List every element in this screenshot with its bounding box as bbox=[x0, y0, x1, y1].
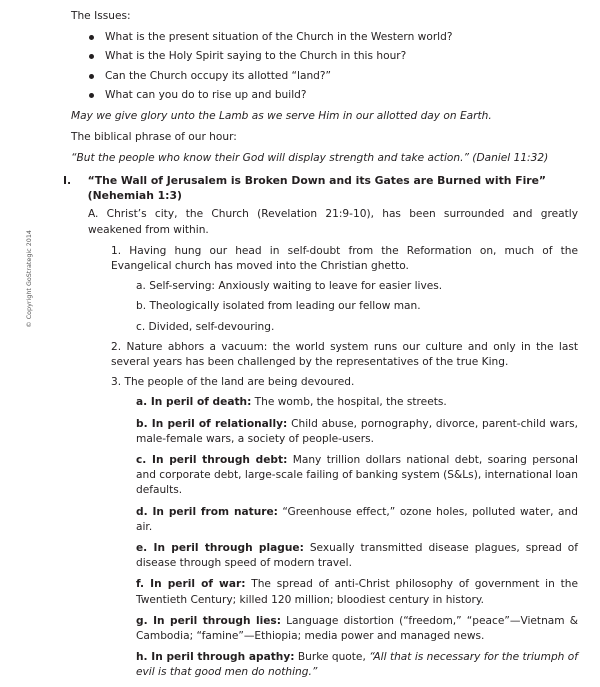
issues-list bbox=[71, 30, 571, 103]
sub-point-a: a. Self-serving: Anxiously waiting to leave for easier lives. bbox=[136, 280, 443, 293]
copyright-text: © Copyright GoStrategic 2014 bbox=[25, 230, 33, 328]
peril-text: Burke quote, bbox=[294, 651, 370, 664]
peril-item bbox=[63, 577, 578, 607]
daniel-quote: “But the people who know their God will display strength and take action.” (Daniel 11:32) bbox=[71, 152, 549, 165]
peril-text: “Greenhouse effect,” ozone holes, polluted water, and air. bbox=[136, 505, 578, 533]
point-3: 3. The people of the land are being devoured. bbox=[111, 376, 355, 389]
glory-line: May we give glory unto the Lamb as we serve Him in our allotted day on Earth. bbox=[71, 110, 492, 123]
outline-section bbox=[63, 173, 578, 687]
peril-label: f. In peril of war: bbox=[136, 578, 246, 591]
section-number: I. bbox=[63, 174, 72, 187]
point-2: 2. Nature abhors a vacuum: the world system runs our culture and only in the last several years has been challenged by the representatives of the true King. bbox=[111, 340, 578, 369]
issue-item: What is the present situation of the Church in the Western world? bbox=[89, 30, 571, 45]
point-1: 1. Having hung our head in self-doubt from the Reformation on, much of the Evangelical church has moved into the Christian ghetto. bbox=[111, 244, 578, 273]
peril-text: Language distortion (“freedom,” “peace”—Vietnam & Cambodia; “famine”—Ethiopia; media power and managed news. bbox=[136, 614, 578, 643]
sub-point-b: b. Theologically isolated from leading our fellow man. bbox=[136, 300, 421, 313]
peril-label: h. In peril through apathy: bbox=[136, 651, 295, 664]
peril-label: c. In peril through debt: bbox=[136, 454, 288, 467]
peril-item bbox=[63, 614, 578, 644]
intro-section bbox=[71, 9, 571, 173]
peril-label: e. In peril through plague: bbox=[136, 542, 304, 555]
section-title: “The Wall of Jerusalem is Broken Down and its Gates are Burned with Fire” (Nehemiah 1:3) bbox=[87, 174, 547, 203]
peril-item bbox=[63, 417, 578, 447]
peril-item bbox=[63, 541, 578, 571]
issue-item: What is the Holy Spirit saying to the Church in this hour? bbox=[89, 49, 571, 64]
phrase-label: The biblical phrase of our hour: bbox=[71, 131, 237, 144]
peril-label: g. In peril through lies: bbox=[136, 614, 281, 627]
point-a: A. Christ’s city, the Church (Revelation 21:9-10), has been surrounded and greatly weakened from within. bbox=[88, 208, 578, 236]
issue-item: What can you do to rise up and build? bbox=[89, 88, 571, 103]
peril-item bbox=[63, 650, 578, 680]
issue-item: Can the Church occupy its allotted “land?” bbox=[89, 69, 571, 84]
burke-quote: “All that is necessary for the triumph of evil is that good men do nothing.” bbox=[136, 651, 578, 679]
copyright-note bbox=[22, 230, 34, 460]
peril-text: Child abuse, pornography, divorce, parent-child wars, male-female wars, a society of people-users. bbox=[136, 417, 578, 445]
peril-item bbox=[63, 395, 578, 410]
peril-label: a. In peril of death: bbox=[136, 396, 252, 409]
section-heading bbox=[63, 173, 578, 203]
peril-label: d. In peril from nature: bbox=[136, 505, 278, 518]
peril-text: Many trillion dollars national debt, soaring personal and corporate debt, large-scale failing of banking system (S&Ls), international loan defaults. bbox=[136, 454, 578, 497]
peril-text: The womb, the hospital, the streets. bbox=[251, 396, 447, 409]
peril-text: Sexually transmitted disease plagues, spread of disease through speed of modern travel. bbox=[136, 542, 578, 570]
issues-label: The Issues: bbox=[71, 10, 131, 22]
sub-point-c: c. Divided, self-devouring. bbox=[136, 320, 275, 333]
peril-item bbox=[63, 505, 578, 535]
peril-item bbox=[63, 453, 578, 499]
peril-text: The spread of anti-Christ philosophy of government in the Twentieth Century; killed 120 million; bloodiest century in history. bbox=[136, 578, 578, 606]
peril-label: b. In peril of relationally: bbox=[136, 417, 288, 430]
